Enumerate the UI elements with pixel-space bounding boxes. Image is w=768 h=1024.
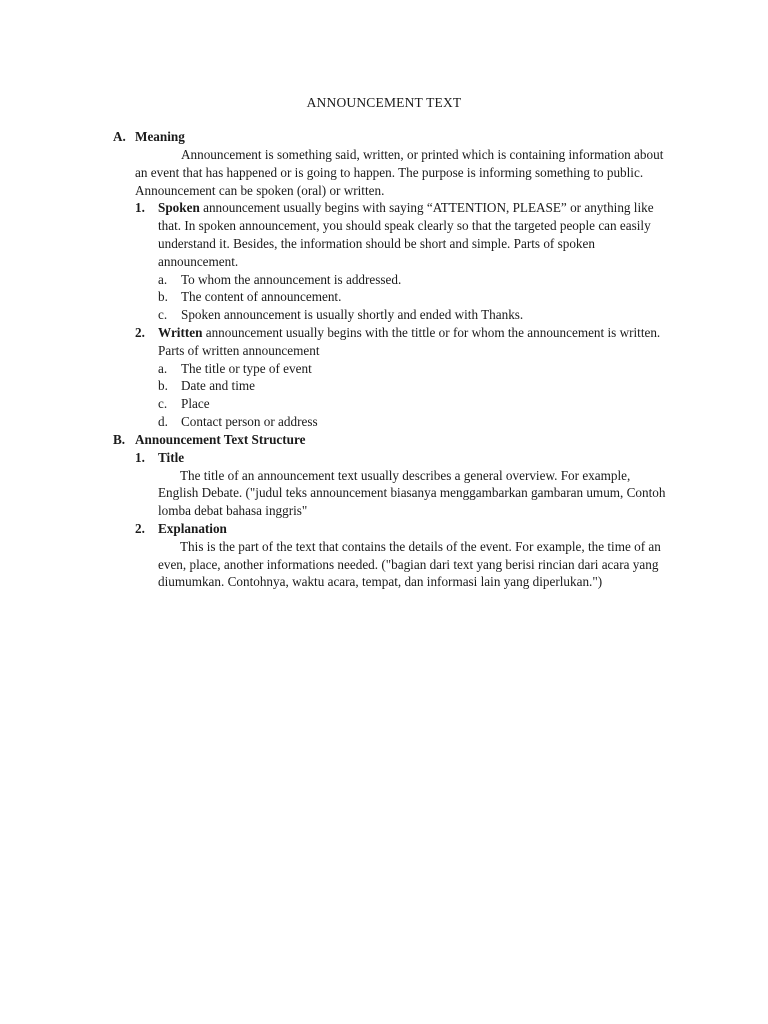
sub-list bbox=[158, 360, 673, 431]
item-text: announcement usually begins with the tittle or for whom the announcement is written. Parts of written announcement bbox=[158, 324, 661, 358]
section-heading bbox=[113, 431, 673, 449]
meaning-paragraph: Announcement is something said, written, or printed which is containing information about an event that has happened or is going to happen. The purpose is informing something to public. Announcement can be spoken (oral) or written. bbox=[135, 147, 664, 198]
sub-letter: c. bbox=[158, 307, 168, 323]
sub-text: To whom the announcement is addressed. bbox=[181, 271, 402, 287]
item-paragraph: The title of an announcement text usually describes a general overview. For example, English Debate. ("judul teks announcement biasanya menggambarkan gambaran umum, Contoh lomba debat bahasa inggris" bbox=[158, 467, 666, 519]
sub-letter: d. bbox=[158, 413, 168, 429]
item-number: 1. bbox=[135, 449, 145, 465]
sub-letter: a. bbox=[158, 360, 168, 376]
section-meaning bbox=[113, 128, 673, 431]
sub-letter: b. bbox=[158, 378, 168, 394]
item-number: 1. bbox=[135, 200, 145, 216]
item-content bbox=[158, 199, 673, 324]
sub-letter: a. bbox=[158, 271, 168, 287]
sub-item bbox=[158, 377, 673, 395]
sub-text: Contact person or address bbox=[181, 413, 318, 429]
item-bold-term: Written bbox=[158, 324, 203, 340]
sub-item bbox=[158, 395, 673, 413]
section-heading-text: Announcement Text Structure bbox=[135, 431, 306, 447]
sub-text: The title or type of event bbox=[181, 360, 312, 376]
section-body bbox=[135, 449, 673, 591]
page-title: ANNOUNCEMENT TEXT bbox=[306, 95, 462, 110]
sub-text: Place bbox=[181, 396, 210, 412]
section-body bbox=[135, 146, 673, 431]
list-item-title bbox=[135, 449, 673, 520]
item-bold-term: Title bbox=[158, 449, 185, 465]
sub-item bbox=[158, 288, 673, 306]
item-content bbox=[158, 324, 673, 431]
item-content bbox=[158, 520, 673, 591]
item-text: announcement usually begins with saying “ATTENTION, PLEASE” or anything like that. In spoken announcement, you should speak clearly so that the targeted people can easily understand it. Besides, the information should be short and simple. Parts of spoken announcement. bbox=[158, 200, 654, 269]
section-letter: A. bbox=[113, 129, 126, 144]
item-paragraph: This is the part of the text that contains the details of the event. For example, the time of an even, place, another informations needed. ("bagian dari text yang berisi rincian dari acara yang diumumkan. Contohnya, waktu acara, tempat, dan informasi lain yang diperlukan.") bbox=[158, 538, 661, 590]
list-item-explanation bbox=[135, 520, 673, 591]
item-bold-term: Spoken bbox=[158, 200, 200, 216]
section-heading-text: Meaning bbox=[135, 129, 185, 144]
list-item-written bbox=[135, 324, 673, 431]
document-body bbox=[113, 128, 673, 591]
item-number: 2. bbox=[135, 520, 145, 536]
list-item-spoken bbox=[135, 199, 673, 324]
sub-text: The content of announcement. bbox=[181, 289, 342, 305]
sub-item bbox=[158, 360, 673, 378]
sub-item bbox=[158, 271, 673, 289]
sub-letter: c. bbox=[158, 396, 168, 412]
sub-letter: b. bbox=[158, 289, 168, 305]
section-heading bbox=[113, 128, 673, 146]
item-bold-term: Explanation bbox=[158, 520, 227, 536]
item-number: 2. bbox=[135, 324, 145, 340]
sub-text: Spoken announcement is usually shortly and ended with Thanks. bbox=[181, 307, 524, 323]
sub-list bbox=[158, 271, 673, 324]
sub-item bbox=[158, 306, 673, 324]
section-structure bbox=[113, 431, 673, 591]
sub-item bbox=[158, 413, 673, 431]
item-content bbox=[158, 449, 673, 520]
sub-text: Date and time bbox=[181, 378, 255, 394]
section-letter: B. bbox=[113, 431, 126, 447]
